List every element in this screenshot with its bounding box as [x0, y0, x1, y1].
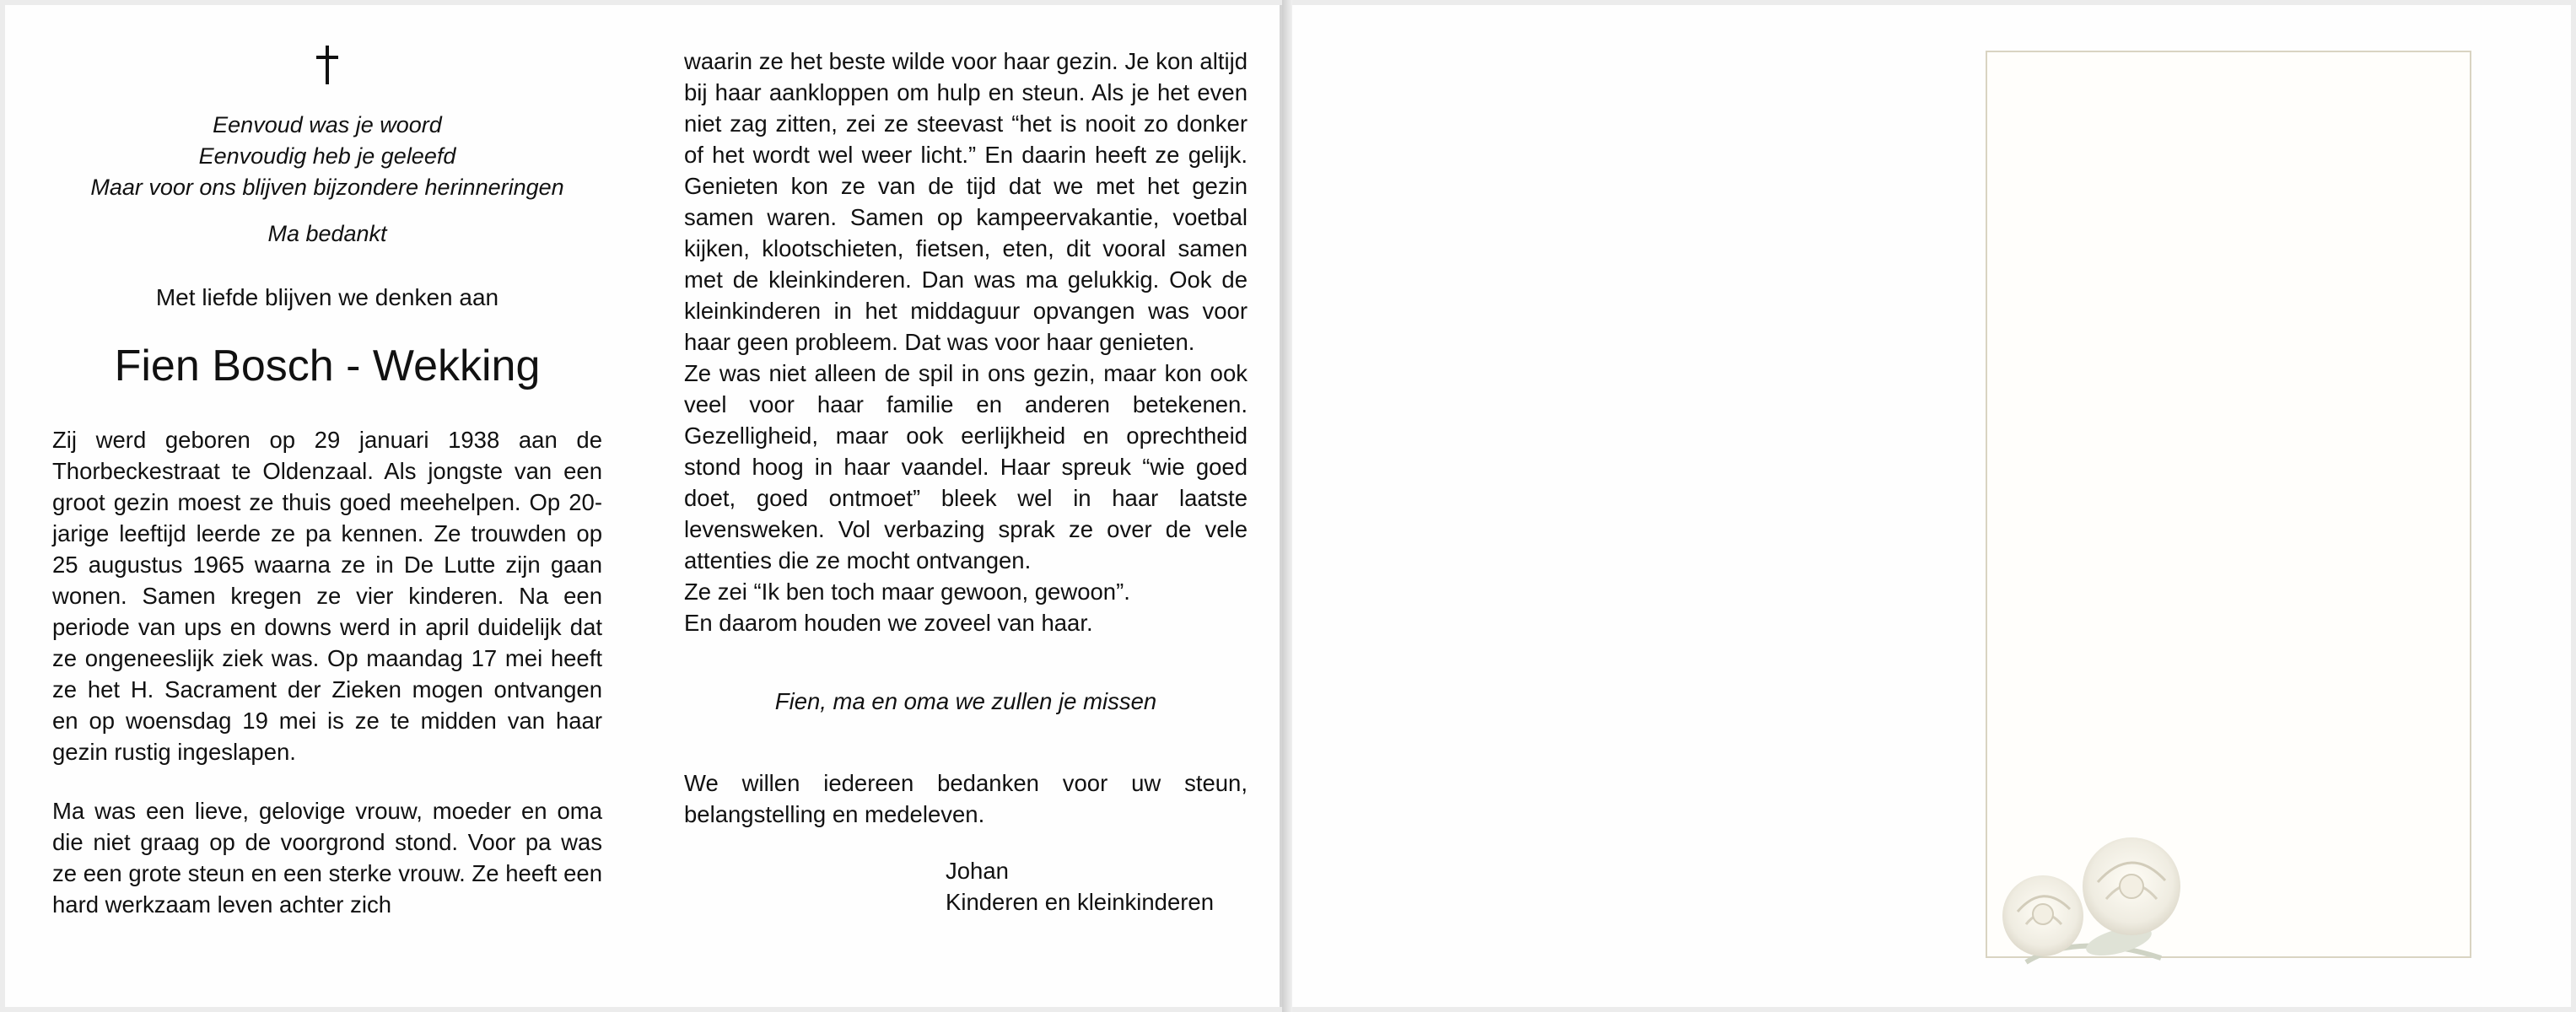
acknowledgement: We willen iedereen bedanken voor uw steun, belangstelling en medeleven. — [684, 770, 1248, 827]
farewell-line: Fien, ma en oma we zullen je missen — [774, 688, 1157, 714]
biography-continued — [684, 46, 1248, 638]
signature-name: Johan — [946, 858, 1009, 884]
biography-paragraph: Ze was niet alleen de spil in ons gezin, maar kon ook veel voor haar familie en anderen betekenen. Gezelligheid, maar ook eerlijkheid en oprechtheid stond hoog in haar vaandel. Haar spreuk “wie goed doet, goed ontmoet” bleek wel in haar laatste levensweken. Vol verbazing sprak ze over de vele attenties die ze mocht ontvangen. — [684, 360, 1248, 573]
poem-line: Eenvoud was je woord — [213, 112, 442, 137]
poem-line: Eenvoudig heb je geleefd — [198, 143, 456, 169]
biography-paragraph: Ma was een lieve, gelovige vrouw, moeder en oma die niet graag op de voorgrond stond. Voor pa was ze een grote steun en een sterke vrouw. Ze heeft een hard werkzaam leven achter zich — [52, 798, 602, 918]
card-inner-spread — [5, 5, 1282, 1007]
biography-paragraph: Zij werd geboren op 29 januari 1938 aan de Thorbeckestraat te Oldenzaal. Als jongste van een groot gezin moest ze thuis goed meehelpen. Op 20- jarige leeftijd leerde ze pa kennen. Ze trouwden op 25 augustus 1965 waarna ze in De Lutte zijn gaan wonen. Samen kregen ze vier kinderen. Na een periode van ups en downs werd in april duidelijk dat ze ongeneeslijk ziek was. Op maandag 17 mei heeft ze het H. Sacrament der Zieken mogen ontvangen en op woensdag 19 mei is ze te midden van haar gezin rustig ingeslapen. — [52, 427, 602, 765]
biography-paragraph: waarin ze het beste wilde voor haar gezin. Je kon altijd bij haar aankloppen om hulp en steun. Als je het even niet zag zitten, zei ze steevast “het is nooit zo donker of het wordt wel weer licht.” En daarin heeft ze gelijk. Genieten kon ze van de tijd dat we met het gezin samen waren. Samen op kampeervakantie, voetbal kijken, klootschieten, fietsen, eten, dit vooral samen met de kleinkinderen. Dan was ma gelukkig. Ook de kleinkinderen in het middaguur opvangen was voor haar geen probleem. Dat was voor haar genieten. — [684, 48, 1248, 355]
left-column — [52, 46, 602, 948]
signature-family: Kinderen en kleinkinderen — [946, 889, 1214, 915]
thanks-line: Ma bedankt — [267, 221, 387, 246]
middle-column — [684, 46, 1248, 918]
intro-line: Met liefde blijven we denken aan — [155, 284, 499, 310]
cross-icon — [316, 46, 338, 88]
closing-line: En daarom houden we zoveel van haar. — [684, 610, 1093, 636]
quote-line: Ze zei “Ik ben toch maar gewoon, gewoon”. — [684, 579, 1130, 605]
deceased-name: Fien Bosch - Wekking — [114, 342, 541, 390]
card-fold — [1282, 0, 1292, 1012]
biography — [52, 424, 602, 920]
signature — [946, 855, 1248, 918]
roses-image — [1992, 815, 2185, 975]
card-photo-side — [1292, 5, 2571, 1007]
poem-line: Maar voor ons blijven bijzondere herinneringen — [90, 175, 564, 200]
poem — [52, 110, 602, 203]
